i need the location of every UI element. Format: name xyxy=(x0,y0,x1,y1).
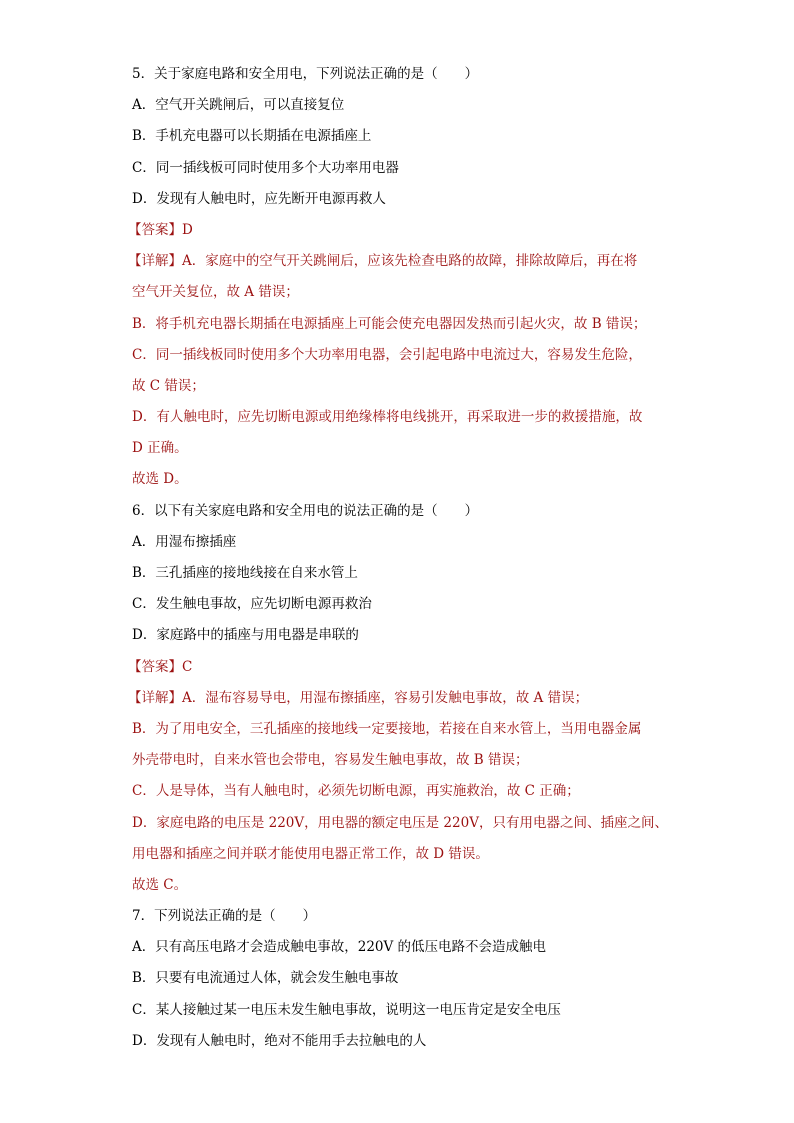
answer-tag: 【答案】 xyxy=(128,658,182,675)
question-5-option-b: B．手机充电器可以长期插在电源插座上 xyxy=(132,128,372,145)
question-5-conclusion: 故选 D。 xyxy=(132,471,188,488)
answer-value: C xyxy=(182,658,193,675)
question-6-option-d: D．家庭路中的插座与用电器是串联的 xyxy=(132,627,359,644)
detail-text: A．家庭中的空气开关跳闸后，应该先检查电路的故障，排除故障后，再在将 xyxy=(182,253,638,270)
question-7-option-c: C．某人接触过某一电压未发生触电事故，说明这一电压肯定是安全电压 xyxy=(132,1001,561,1018)
question-6-stem: 6．以下有关家庭电路和安全用电的说法正确的是（ ） xyxy=(132,502,479,519)
question-5-detail-c-line-2: 故 C 错误； xyxy=(132,377,205,394)
question-6-option-a: A．用湿布擦插座 xyxy=(132,533,237,550)
question-5-stem: 5．关于家庭电路和安全用电，下列说法正确的是（ ） xyxy=(132,66,479,82)
question-6-option-b: B．三孔插座的接地线接在自来水管上 xyxy=(132,565,358,581)
question-5-detail-a-line-1 xyxy=(128,251,672,282)
answer-tag: 【答案】 xyxy=(128,221,182,238)
question-5-option-c: C．同一插线板可同时使用多个大功率用电器 xyxy=(132,159,399,176)
question-6-detail-d-line-2: 用电器和插座之间并联才能使用电器正常工作，故 D 错误。 xyxy=(132,845,489,862)
question-6-detail-b-line-2: 外壳带电时，自来水管也会带电，容易发生触电事故，故 B 错误； xyxy=(132,752,529,769)
question-6-detail-c: C．人是导体，当有人触电时，必须先切断电源，再实施救治，故 C 正确； xyxy=(132,783,580,800)
question-6-option-c: C．发生触电事故，应先切断电源再救治 xyxy=(132,596,372,613)
question-6-detail-d-line-1: D．家庭电路的电压是 220V，用电器的额定电压是 220V，只有用电器之间、插座之间、 xyxy=(132,814,668,831)
question-6-detail-a xyxy=(128,688,672,719)
question-5-answer xyxy=(128,220,672,251)
question-5-option-d: D．发现有人触电时，应先断开电源再救人 xyxy=(132,190,386,207)
answer-value: D xyxy=(182,221,193,238)
question-7-option-b: B．只要有电流通过人体，就会发生触电事故 xyxy=(132,970,399,987)
detail-tag: 【详解】 xyxy=(128,689,182,706)
question-7-option-d: D．发现有人触电时，绝对不能用手去拉触电的人 xyxy=(132,1032,427,1049)
question-5-detail-b: B．将手机充电器长期插在电源插座上可能会使充电器因发热而引起火灾，故 B 错误； xyxy=(132,315,647,332)
question-6-conclusion: 故选 C。 xyxy=(132,876,188,893)
document-content xyxy=(128,64,672,1062)
detail-text: A．湿布容易导电，用湿布擦插座，容易引发触电事故，故 A 错误； xyxy=(182,689,589,706)
question-6-answer xyxy=(128,657,672,688)
detail-tag: 【详解】 xyxy=(128,253,182,270)
question-7-option-a: A．只有高压电路才会造成触电事故，220V 的低压电路不会造成触电 xyxy=(132,939,547,956)
question-5-detail-d-line-2: D 正确。 xyxy=(132,440,188,457)
question-6-detail-b-line-1: B．为了用电安全，三孔插座的接地线一定要接地，若接在自来水管上，当用电器金属 xyxy=(132,720,642,737)
question-7-stem: 7．下列说法正确的是（ ） xyxy=(132,908,317,925)
question-5-detail-c-line-1: C．同一插线板同时使用多个大功率用电器，会引起电路中电流过大，容易发生危险， xyxy=(132,346,642,363)
question-5-option-a: A．空气开关跳闸后，可以直接复位 xyxy=(132,97,345,114)
question-5-detail-a-line-2: 空气开关复位，故 A 错误； xyxy=(132,284,299,301)
question-5-detail-d-line-1: D．有人触电时，应先切断电源或用绝缘棒将电线挑开，再采取进一步的救援措施，故 xyxy=(132,409,643,426)
